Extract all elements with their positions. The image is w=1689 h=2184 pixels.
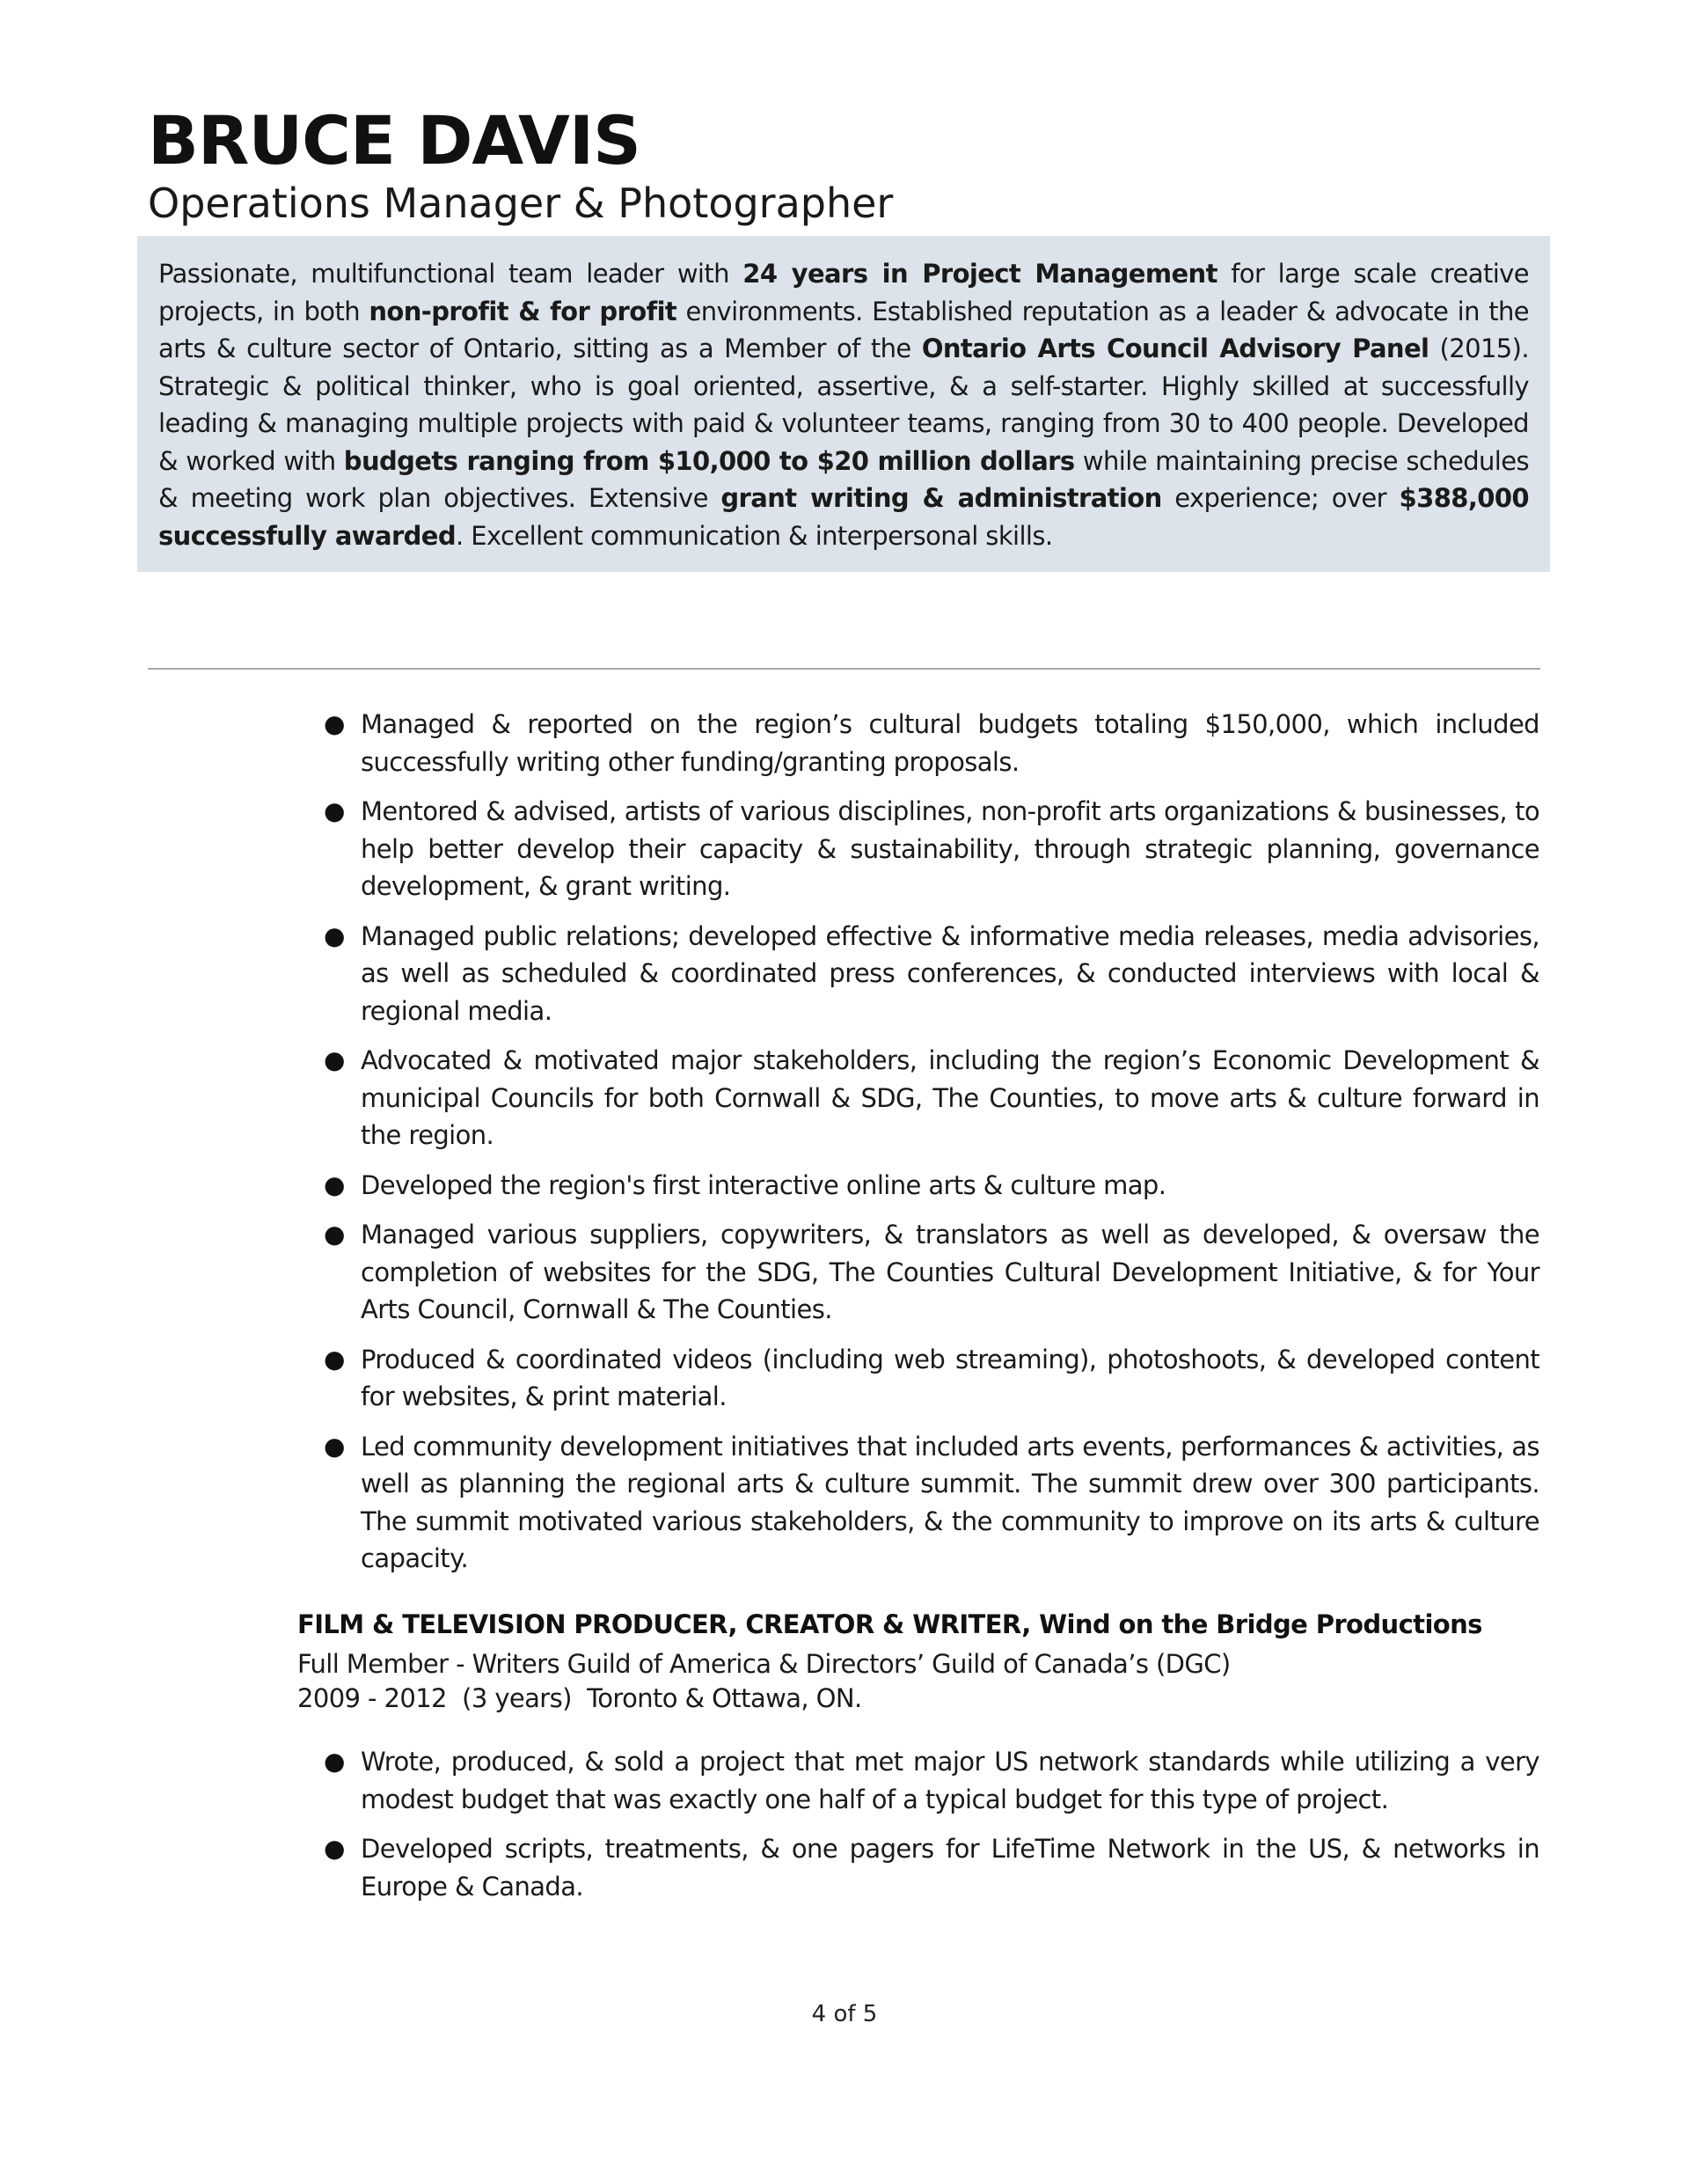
list-item [0, 706, 1539, 781]
list-item [0, 793, 1539, 905]
list-item [0, 1743, 1539, 1818]
summary-highlight: budgets ranging from $10,000 to $20 million dollars [343, 445, 1075, 476]
list-item [0, 1341, 1539, 1416]
summary-highlight: grant writing & administration [720, 483, 1162, 513]
candidate-title: Operations Manager & Photographer [148, 180, 894, 227]
section-divider [148, 668, 1540, 670]
list-item [0, 1167, 1539, 1205]
summary-text: experience; over [1161, 483, 1400, 513]
bullet-text: Developed the region's first interactive online arts & culture map. [361, 1169, 1166, 1200]
bullet-icon: ● [324, 1169, 345, 1199]
bullet-text: Managed public relations; developed effective & informative media releases, media advisories, as well as scheduled & coordinated press conferences, & conducted interviews with local & regional media. [361, 920, 1539, 1026]
summary-text: Passionate, multifunctional team leader with [158, 259, 743, 289]
list-item [0, 1428, 1539, 1578]
summary-text: . Excellent communication & interpersonal skills. [456, 520, 1053, 551]
list-item [0, 918, 1539, 1030]
role-membership: Full Member - Writers Guild of America & Directors’ Guild of Canada’s (DGC) [297, 1649, 1231, 1679]
summary-text: environments. Established reputation as a leader & advocate in the arts & culture sector of Ontario, sitting as a Member of the [158, 296, 1529, 363]
bullet-icon: ● [324, 920, 345, 950]
candidate-name: BRUCE DAVIS [148, 101, 640, 180]
summary-highlight: non-profit & for profit [369, 296, 677, 326]
bullet-icon: ● [324, 709, 345, 738]
film-role-bullets [0, 1743, 1689, 1917]
summary-box [137, 236, 1550, 572]
summary-text: for large scale creative projects, in both [158, 259, 1529, 326]
bullet-icon: ● [324, 1220, 345, 1249]
summary-text: while maintaining precise schedules & meeting work plan objectives. Extensive [158, 445, 1529, 513]
bullet-icon: ● [324, 1045, 345, 1074]
bullet-text: Managed various suppliers, copywriters, & translators as well as developed, & oversaw the completion of websites for the SDG, The Counties Cultural Development Initiative, & for Your Arts Council, Cornwall & The Counties. [361, 1220, 1539, 1324]
bullet-icon: ● [324, 796, 345, 825]
summary-text: (2015). Strategic & political thinker, who is goal oriented, assertive, & a self-starter. Highly skilled at successfully leading & managing multiple projects with paid & volunteer teams, ranging from 30 to 400 people. Developed & worked with [158, 333, 1529, 476]
bullet-icon: ● [324, 1747, 345, 1776]
bullet-icon: ● [324, 1834, 345, 1863]
bullet-text: Managed & reported on the region’s cultural budgets totaling $150,000, which included successfully writing other funding/granting proposals. [361, 709, 1539, 777]
bullet-text: Mentored & advised, artists of various disciplines, non-profit arts organizations & businesses, to help better develop their capacity & sustainability, through strategic planning, governance development, & grant writing. [361, 796, 1539, 901]
list-item [0, 1830, 1539, 1905]
bullet-icon: ● [324, 1431, 345, 1461]
bullet-text: Advocated & motivated major stakeholders, including the region’s Economic Development & municipal Councils for both Cornwall & SDG, The Counties, to move arts & culture forward in the region. [361, 1045, 1539, 1150]
bullet-text: Led community development initiatives that included arts events, performances & activities, as well as planning the regional arts & culture summit. The summit drew over 300 participants. The summit motivated various stakeholders, & the community to improve on its arts & culture capacity. [361, 1431, 1539, 1573]
bullet-text: Wrote, produced, & sold a project that met major US network standards while utilizing a very modest budget that was exactly one half of a typical budget for this type of project. [361, 1747, 1539, 1814]
summary-highlight: 24 years in Project Management [742, 259, 1217, 289]
list-item [0, 1042, 1539, 1154]
bullet-text: Developed scripts, treatments, & one pagers for LifeTime Network in the US, & networks in Europe & Canada. [361, 1834, 1539, 1902]
list-item [0, 1216, 1539, 1329]
previous-role-bullets [0, 706, 1689, 1590]
bullet-icon: ● [324, 1344, 345, 1374]
summary-highlight: $388,000 successfully awarded [158, 483, 1530, 551]
role-heading: FILM & TELEVISION PRODUCER, CREATOR & WRITER, Wind on the Bridge Productions [297, 1609, 1482, 1639]
role-dates-location: 2009 - 2012 (3 years) Toronto & Ottawa, ON. [297, 1683, 862, 1713]
summary-highlight: Ontario Arts Council Advisory Panel [921, 333, 1429, 363]
page-number: 4 of 5 [811, 2001, 878, 2027]
bullet-text: Produced & coordinated videos (including web streaming), photoshoots, & developed content for websites, & print material. [361, 1344, 1539, 1411]
